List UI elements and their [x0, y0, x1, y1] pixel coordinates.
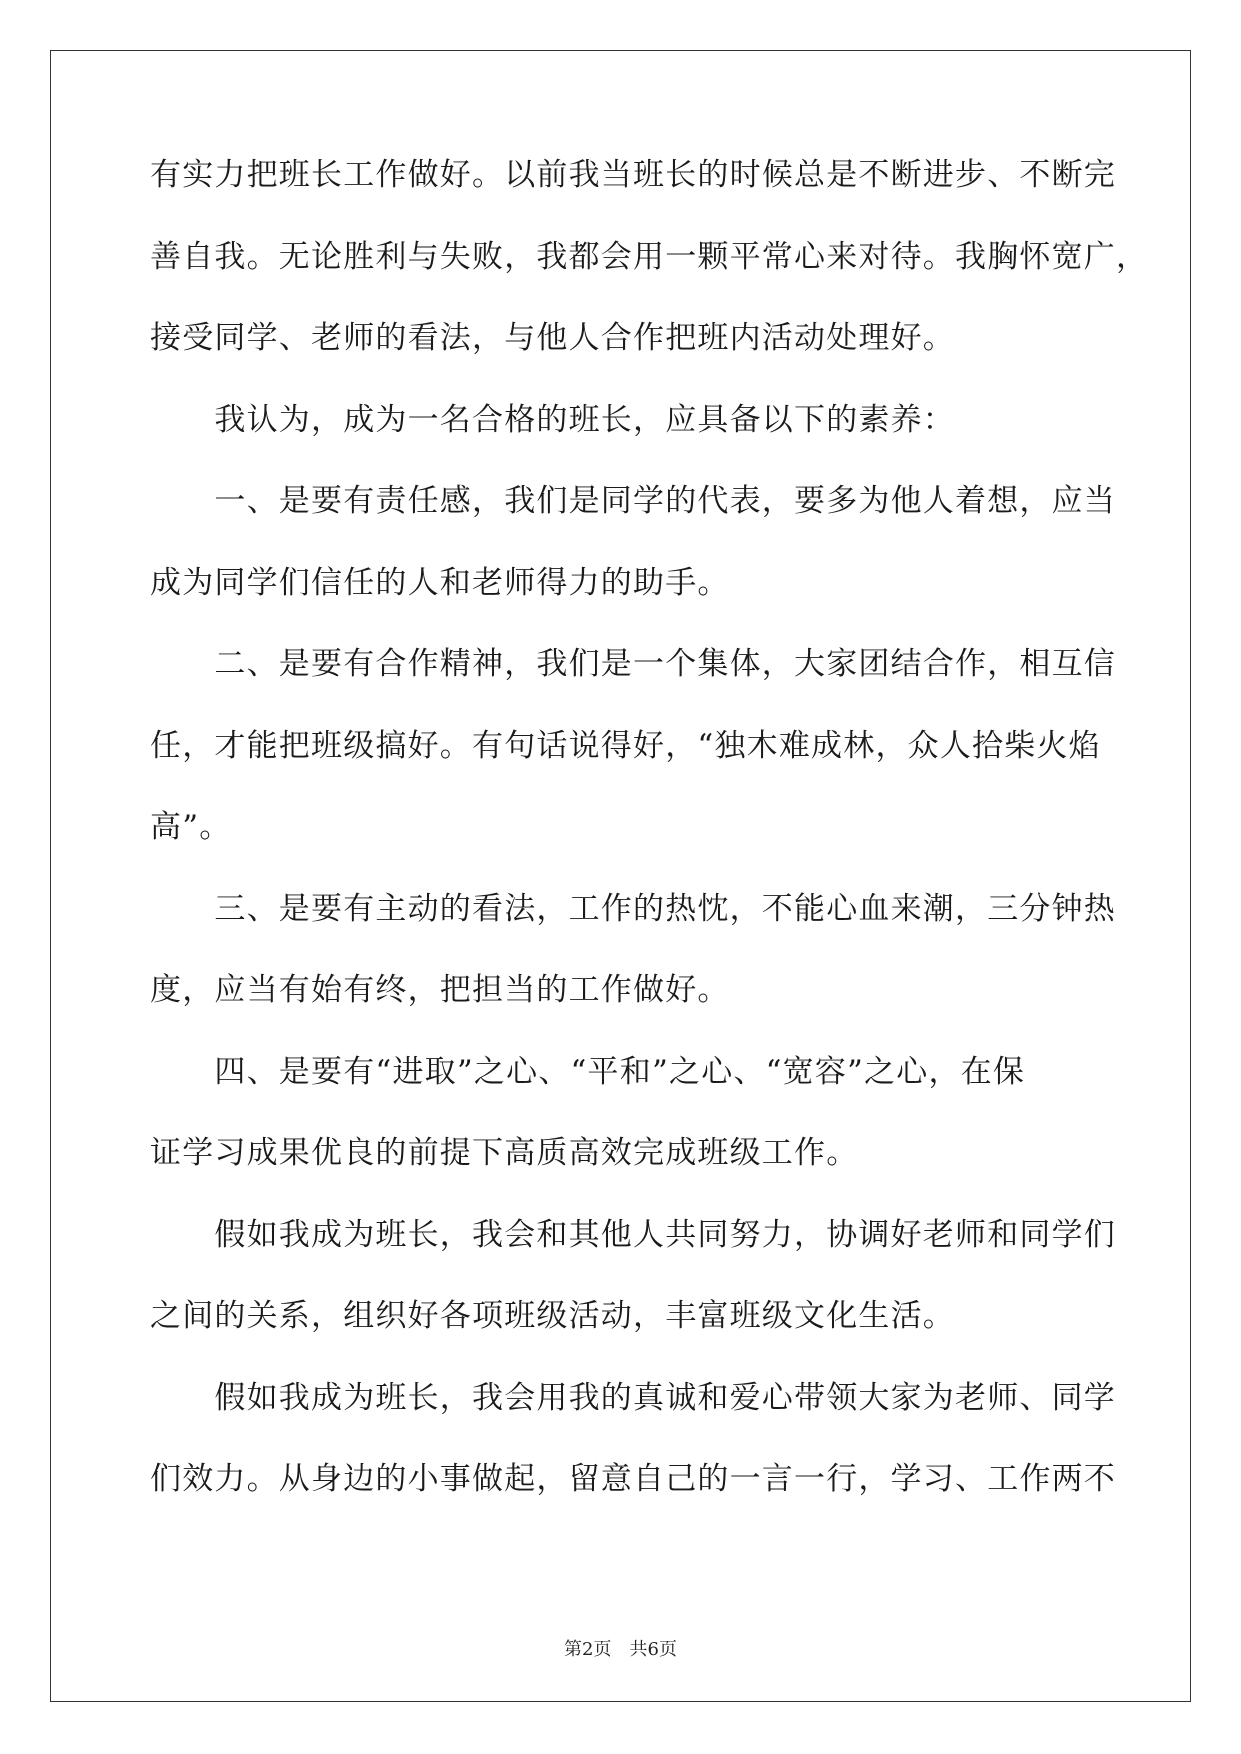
text-line: 高”。 [150, 809, 232, 845]
text-line: 度，应当有始有终，把担当的工作做好。 [150, 972, 730, 1008]
text-line: 之间的关系，组织好各项班级活动，丰富班级文化生活。 [150, 1298, 955, 1334]
text-line: 证学习成果优良的前提下高质高效完成班级工作。 [150, 1135, 859, 1171]
text-line: 们效力。从身边的小事做起，留意自己的一言一行，学习、工作两不 [150, 1461, 1116, 1497]
text-line: 善自我。无论胜利与失败，我都会用一颗平常心来对待。我胸怀宽广， [150, 238, 1149, 275]
text-line: 任，才能把班级搞好。有句话说得好，“独木难成林，众人拾柴火焰 [150, 727, 1101, 764]
text-line: 成为同学们信任的人和老师得力的助手。 [150, 564, 730, 601]
text-line: 接受同学、老师的看法，与他人合作把班内活动处理好。 [150, 320, 955, 356]
text-line: 三、是要有主动的看法，工作的热忱，不能心血来潮，三分钟热 [150, 890, 1116, 927]
text-line: 假如我成为班长，我会用我的真诚和爱心带领大家为老师、同学 [150, 1379, 1116, 1416]
text-line: 有实力把班长工作做好。以前我当班长的时候总是不断进步、不断完 [150, 157, 1116, 193]
text-line: 我认为，成为一名合格的班长，应具备以下的素养： [150, 401, 955, 438]
text-line: 四、是要有“进取”之心、“平和”之心、“宽容”之心，在保 [150, 1053, 1026, 1090]
page-footer: 第2页 共6页 [564, 1639, 677, 1660]
text-line: 二、是要有合作精神，我们是一个集体，大家团结合作，相互信 [150, 646, 1116, 682]
text-line: 一、是要有责任感，我们是同学的代表，要多为他人着想，应当 [150, 483, 1116, 519]
text-line: 假如我成为班长，我会和其他人共同努力，协调好老师和同学们 [150, 1216, 1116, 1253]
document-body [150, 157, 1149, 1546]
